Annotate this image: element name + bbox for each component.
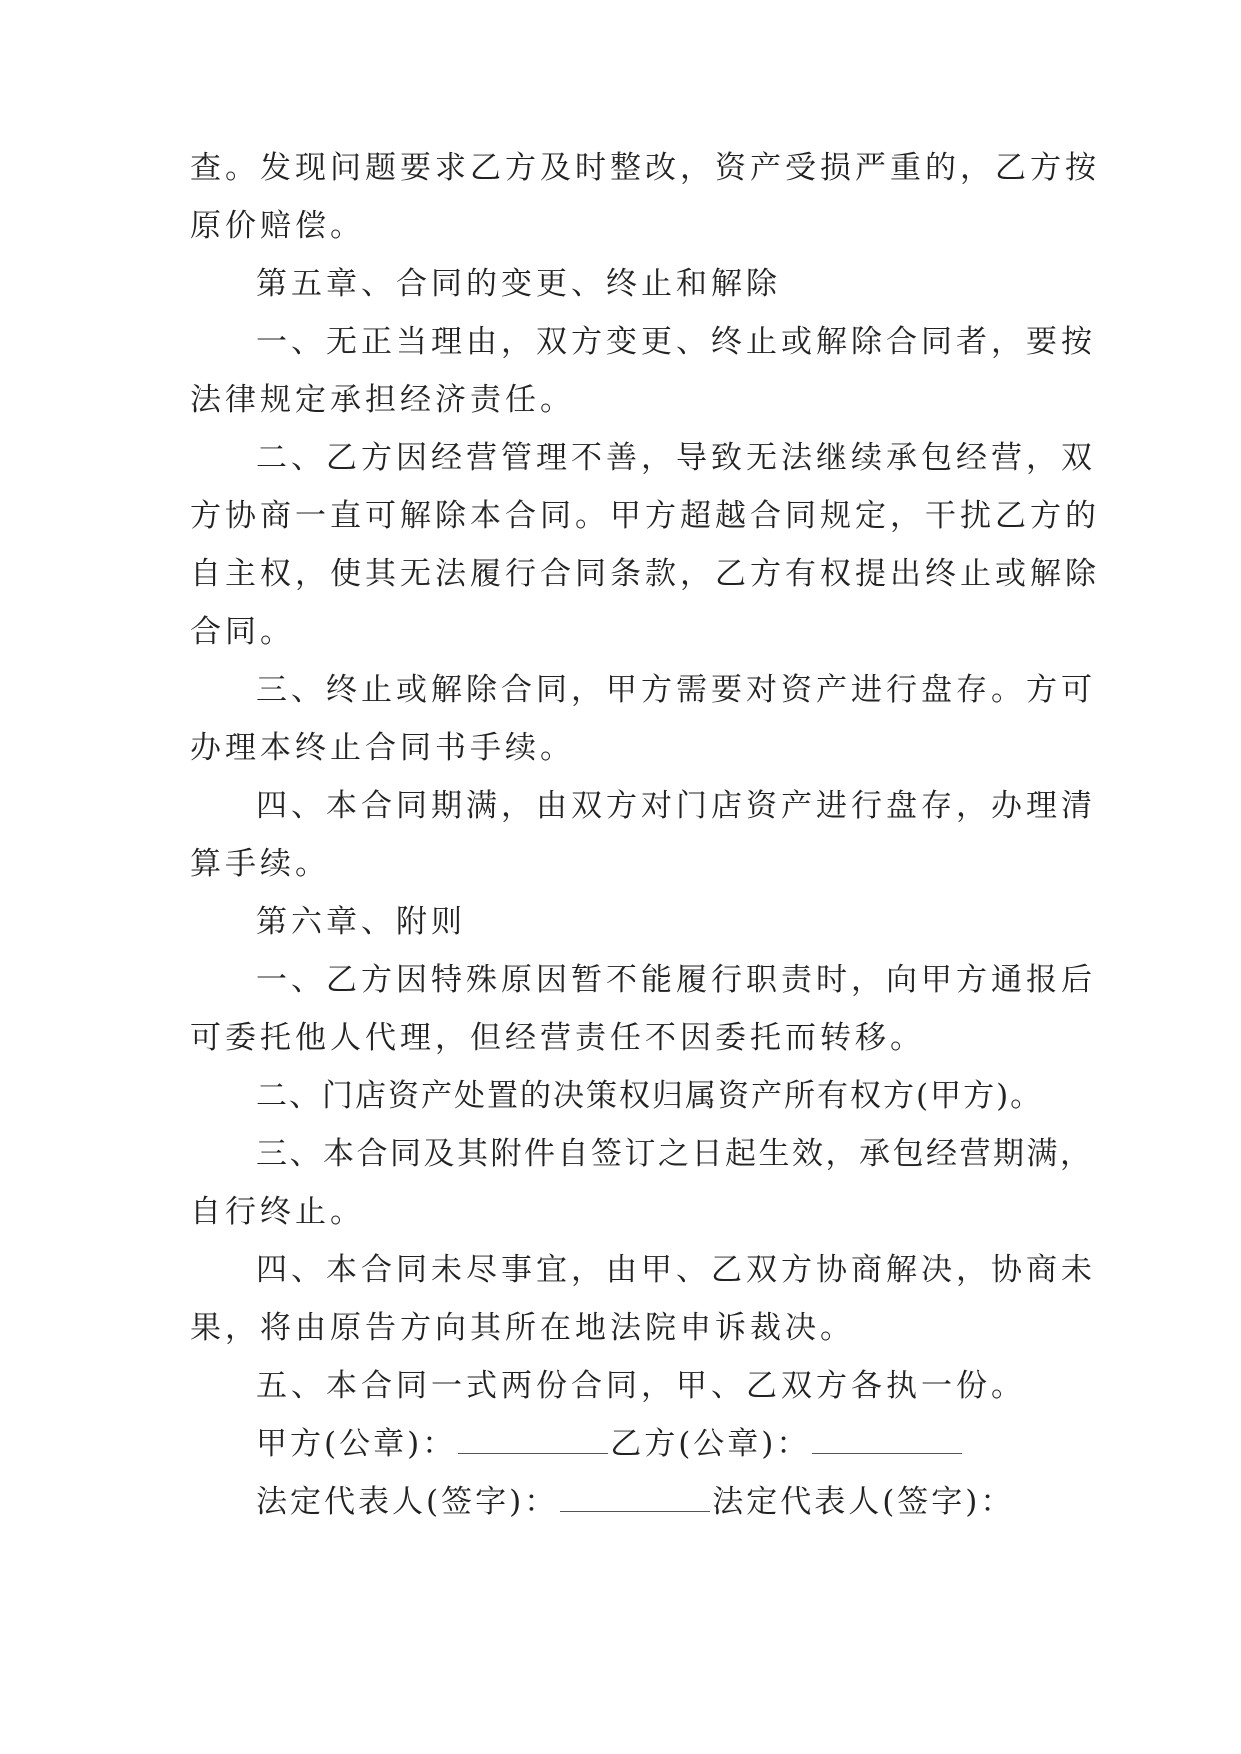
text-line: 原价赔偿。 [190,208,365,244]
text-line: 三、终止或解除合同，甲方需要对资产进行盘存。方可 [256,672,1096,708]
text-line: 法律规定承担经济责任。 [190,382,575,418]
party-a-rep-label: 法定代表人(签字)： [256,1484,559,1520]
seal-signature-row [256,1424,1136,1464]
representative-signature-row [256,1482,1136,1522]
text-line: 方协商一直可解除本合同。甲方超越合同规定，干扰乙方的 [190,498,1100,534]
party-b-seal-blank[interactable] [812,1427,962,1454]
text-line: 五、本合同一式两份合同，甲、乙双方各执一份。 [256,1368,1026,1404]
chapter-heading: 第五章、合同的变更、终止和解除 [256,266,781,302]
text-line: 果，将由原告方向其所在地法院申诉裁决。 [190,1310,855,1346]
party-b-seal-label: 乙方(公章)： [610,1426,811,1462]
text-line: 可委托他人代理，但经营责任不因委托而转移。 [190,1020,925,1056]
text-line: 一、乙方因特殊原因暂不能履行职责时，向甲方通报后 [256,962,1096,998]
party-a-seal-blank[interactable] [458,1427,608,1454]
party-a-rep-blank[interactable] [560,1485,710,1512]
chapter-heading: 第六章、附则 [256,904,466,940]
party-b-rep-label: 法定代表人(签字)： [712,1484,1015,1520]
text-line: 一、无正当理由，双方变更、终止或解除合同者，要按 [256,324,1096,360]
text-line: 三、本合同及其附件自签订之日起生效，承包经营期满， [256,1136,1094,1172]
text-line: 二、乙方因经营管理不善，导致无法继续承包经营，双 [256,440,1096,476]
text-line: 算手续。 [190,846,330,882]
text-line: 四、本合同未尽事宜，由甲、乙双方协商解决，协商未 [256,1252,1096,1288]
text-line: 查。发现问题要求乙方及时整改，资产受损严重的，乙方按 [190,150,1100,186]
text-line: 自行终止。 [190,1194,365,1230]
text-line: 自主权，使其无法履行合同条款，乙方有权提出终止或解除 [190,556,1100,592]
text-line: 四、本合同期满，由双方对门店资产进行盘存，办理清 [256,788,1096,824]
text-line: 合同。 [190,614,295,650]
party-a-seal-label: 甲方(公章)： [256,1426,457,1462]
text-line: 办理本终止合同书手续。 [190,730,575,766]
text-line: 二、门店资产处置的决策权归属资产所有权方(甲方)。 [256,1078,1044,1114]
